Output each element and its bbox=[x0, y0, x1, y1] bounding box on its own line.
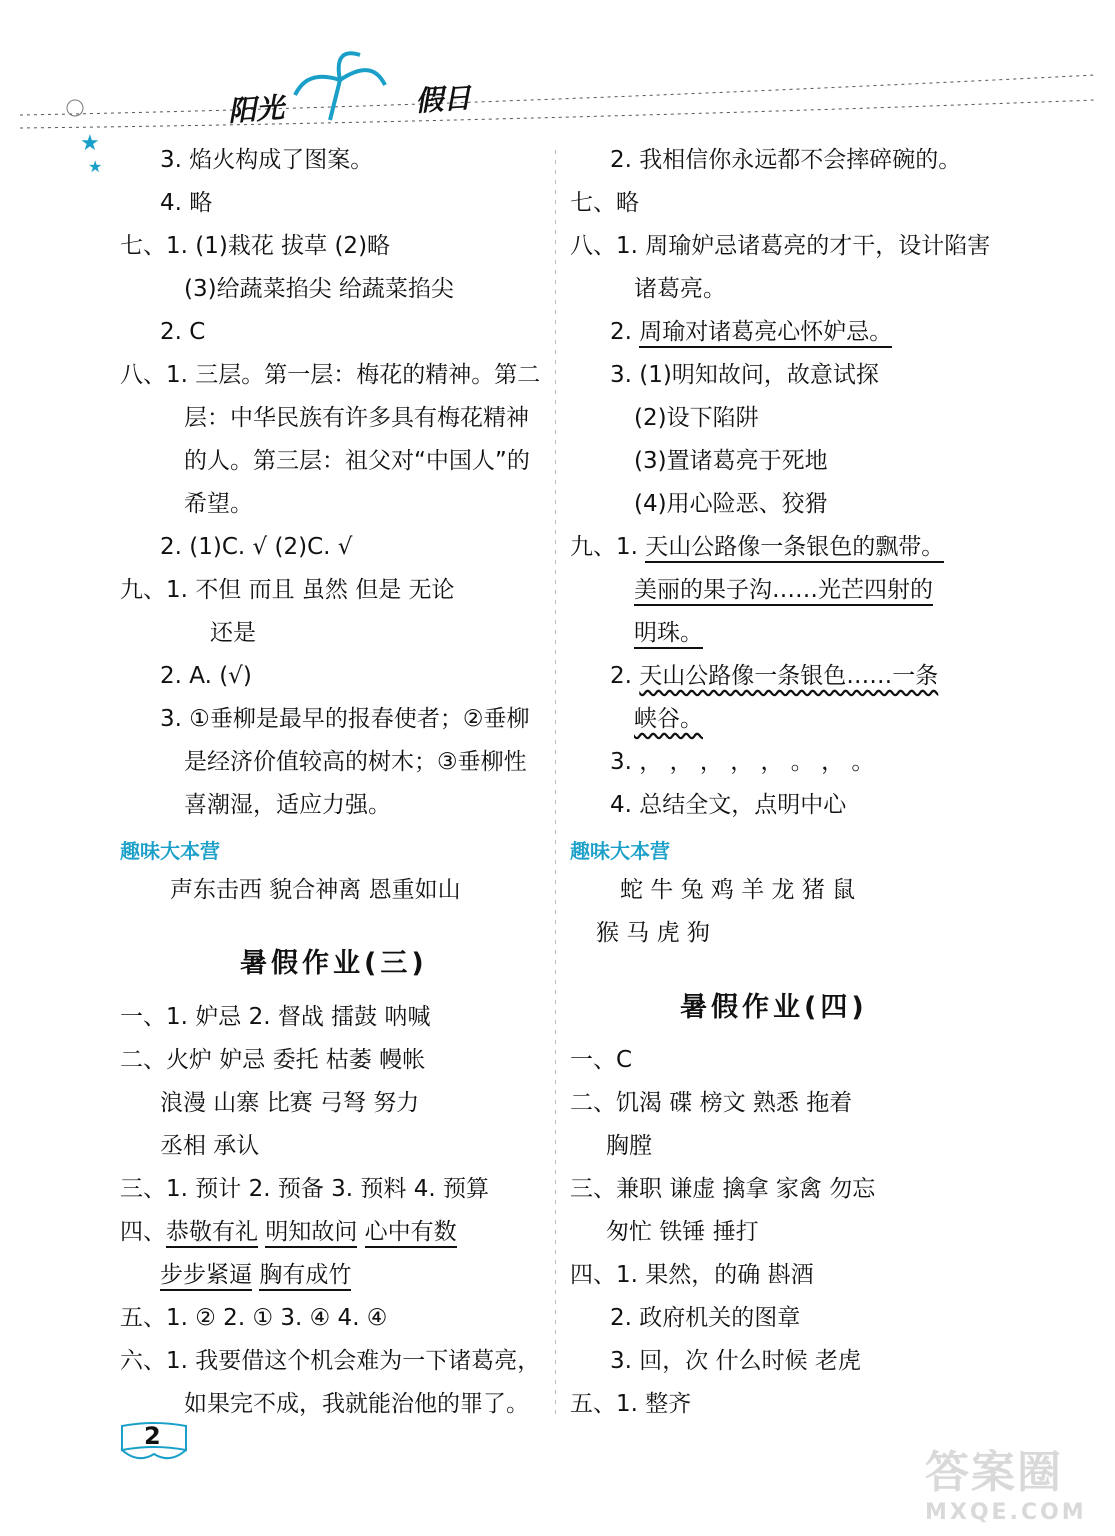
section-label: 趣味大本营 bbox=[120, 839, 220, 863]
page-number-badge bbox=[118, 1420, 190, 1464]
answer-line: 五、1. ② 2. ① 3. ④ 4. ④ bbox=[120, 1305, 388, 1331]
answer-line: 3. ， ， ， ， ， 。 ， 。 bbox=[610, 749, 875, 775]
column-divider bbox=[555, 150, 556, 1420]
answer-line: (3)给蔬菜掐尖 给蔬菜掐尖 bbox=[184, 276, 454, 302]
answer-line: 3. 焰火构成了图案。 bbox=[160, 147, 374, 173]
answer-line: 一、C bbox=[570, 1047, 633, 1073]
answer-line: 七、略 bbox=[570, 190, 639, 216]
answer-line: 三、兼职 谦虚 擒拿 家禽 勿忘 bbox=[570, 1176, 876, 1202]
svg-text:★: ★ bbox=[88, 157, 103, 176]
answer-line: 八、1. 三层。第一层：梅花的精神。第二 bbox=[120, 362, 541, 388]
answer-line: 匆忙 铁锤 捶打 bbox=[606, 1219, 759, 1245]
answer-line: 步步紧逼 胸有成竹 bbox=[160, 1260, 351, 1290]
answer-line: 2. 我相信你永远都不会摔碎碗的。 bbox=[610, 147, 962, 173]
answer-line: 浪漫 山寨 比赛 弓弩 努力 bbox=[160, 1090, 420, 1116]
underlined-answer: 2. 周瑜对诸葛亮心怀妒忌。 bbox=[610, 317, 892, 347]
answer-line: 层：中华民族有许多具有梅花精神 bbox=[184, 405, 529, 431]
answer-line: (3)置诸葛亮于死地 bbox=[634, 448, 828, 474]
answer-line: 4. 总结全文，点明中心 bbox=[610, 792, 847, 818]
header-left-title: 阳光 bbox=[227, 91, 286, 128]
answer-line: 的人。第三层：祖父对“中国人”的 bbox=[184, 448, 530, 474]
answer-line: (2)设下陷阱 bbox=[634, 405, 759, 431]
answer-line: 喜潮湿，适应力强。 bbox=[184, 792, 391, 818]
page-number: 2 bbox=[144, 1422, 161, 1450]
underlined-answer: 美丽的果子沟……光芒四射的 bbox=[634, 575, 933, 605]
header-right-title: 假日 bbox=[414, 81, 473, 118]
answer-line: 是经济价值较高的树木；③垂柳性 bbox=[184, 749, 527, 775]
section-label: 趣味大本营 bbox=[570, 839, 670, 863]
answer-line: 如果完不成，我就能治他的罪了。 bbox=[184, 1391, 529, 1417]
answer-line: 3. (1)明知故问，故意试探 bbox=[610, 362, 879, 388]
underlined-answer: 九、1. 天山公路像一条银色的飘带。 bbox=[570, 532, 944, 562]
answer-line: 蛇 牛 兔 鸡 羊 龙 猪 鼠 bbox=[620, 877, 856, 903]
answer-line: 六、1. 我要借这个机会难为一下诸葛亮， bbox=[120, 1348, 541, 1374]
answer-line: 二、饥渴 碟 榜文 熟悉 拖着 bbox=[570, 1090, 853, 1116]
homework-title: 暑假作业(三) bbox=[240, 948, 428, 979]
palm-tree-icon bbox=[295, 53, 385, 120]
answer-line: 诸葛亮。 bbox=[634, 276, 726, 302]
answer-line: 2. 政府机关的图章 bbox=[610, 1305, 801, 1331]
underlined-answer: 明珠。 bbox=[634, 618, 703, 648]
answer-line: 九、1. 不但 而且 虽然 但是 无论 bbox=[120, 577, 455, 603]
answer-line: (4)用心险恶、狡猾 bbox=[634, 491, 828, 517]
answer-line: 猴 马 虎 狗 bbox=[596, 920, 710, 946]
answer-line: 3. ①垂柳是最早的报春使者；②垂柳 bbox=[160, 706, 530, 732]
answer-line: 希望。 bbox=[184, 491, 253, 517]
watermark-logo: 答案圈 MXQE.COM bbox=[925, 1447, 1087, 1525]
answer-line: 4. 略 bbox=[160, 190, 213, 216]
answer-line: 四、1. 果然，的确 斟酒 bbox=[570, 1262, 814, 1288]
header-banner bbox=[0, 0, 1115, 176]
answer-line: 三、1. 预计 2. 预备 3. 预料 4. 预算 bbox=[120, 1176, 489, 1202]
answer-line: 2. A. (√) bbox=[160, 663, 252, 689]
answer-line: 四、恭敬有礼 明知故问 心中有数 bbox=[120, 1217, 457, 1247]
answer-line: 胸膛 bbox=[606, 1133, 652, 1159]
answer-line: 丞相 承认 bbox=[160, 1133, 260, 1159]
answer-line: 3. 回，次 什么时候 老虎 bbox=[610, 1348, 861, 1374]
answer-line: 声东击西 貌合神离 恩重如山 bbox=[170, 877, 461, 903]
wavy-underlined-answer: 2. 天山公路像一条银色……一条 bbox=[610, 663, 939, 689]
star-icon: ★ bbox=[80, 131, 100, 156]
homework-title: 暑假作业(四) bbox=[680, 992, 868, 1023]
answer-line: 八、1. 周瑜妒忌诸葛亮的才干，设计陷害 bbox=[570, 233, 991, 259]
answer-line: 还是 bbox=[210, 620, 256, 646]
answer-line: 2. (1)C. √ (2)C. √ bbox=[160, 534, 353, 560]
answer-line: 五、1. 整齐 bbox=[570, 1391, 692, 1417]
answer-line: 一、1. 妒忌 2. 督战 擂鼓 呐喊 bbox=[120, 1004, 431, 1030]
wavy-underlined-answer: 峡谷。 bbox=[634, 706, 703, 732]
answer-line: 二、火炉 妒忌 委托 枯萎 幔帐 bbox=[120, 1047, 426, 1073]
answer-line: 2. C bbox=[160, 319, 206, 345]
answer-line: 七、1. (1)栽花 拔草 (2)略 bbox=[120, 233, 391, 259]
